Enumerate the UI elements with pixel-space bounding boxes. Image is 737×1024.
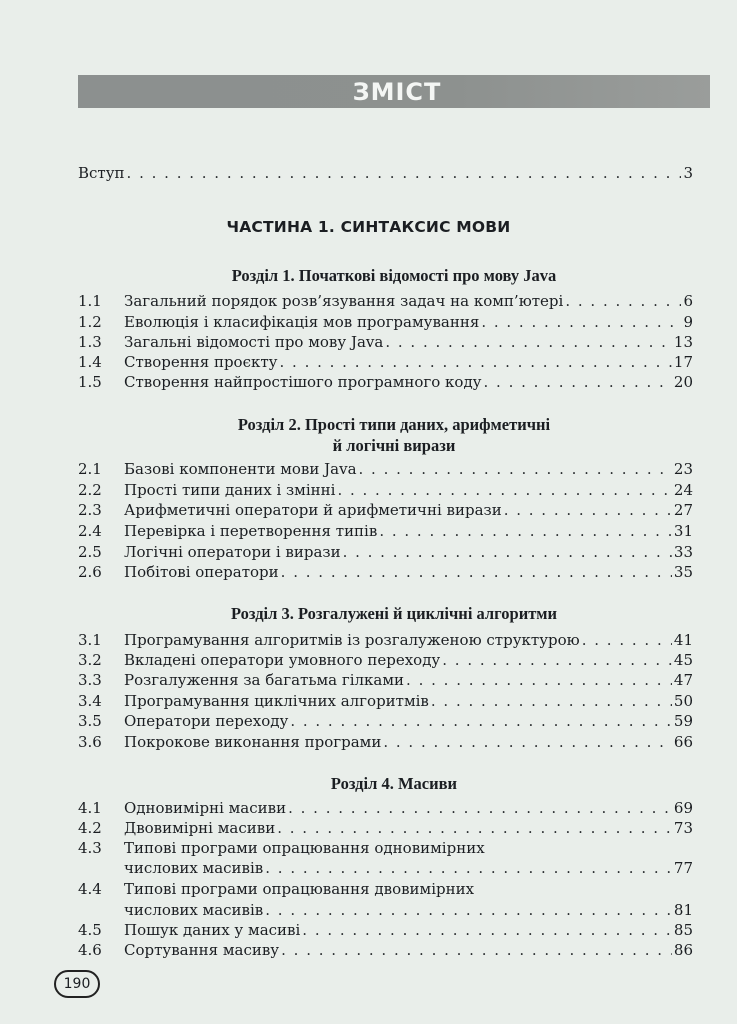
toc-entry [78,460,693,478]
entry-number: 1.3 [78,333,102,351]
leader-dots [379,522,672,540]
entry-page: 50 [673,692,693,710]
toc-entry [78,799,693,817]
leader-dots [431,692,672,710]
toc-entry [78,712,693,730]
entry-title: Покрокове виконання програми [124,733,382,751]
entry-title: Вступ [78,164,125,182]
entry-number: 3.6 [78,733,102,751]
section-heading: Розділ 1. Початкові відомості про мову Java [231,266,557,285]
toc-entry [78,839,693,857]
toc-entry [78,941,693,959]
entry-number: 3.3 [78,671,102,689]
leader-dots [383,733,672,751]
entry-title: Розгалуження за багатьма гілками [124,671,405,689]
leader-dots [265,859,672,877]
entry-number: 1.2 [78,313,102,331]
entry-page: 9 [683,313,693,331]
entry-page: 66 [673,733,693,751]
leader-dots [484,373,672,391]
entry-page: 45 [673,651,693,669]
toc-entry [78,733,693,751]
entry-title: Логічні оператори і вирази [124,543,341,561]
entry-page: 23 [673,460,693,478]
entry-number: 2.6 [78,563,102,581]
entry-number: 4.4 [78,880,102,898]
toc-entry [78,543,693,561]
entry-title: Створення проєкту [124,353,278,371]
entry-number: 1.1 [78,292,102,310]
entry-number: 3.1 [78,631,102,649]
leader-dots [265,901,672,919]
toc-entry [78,819,693,837]
entry-page: 77 [673,859,693,877]
entry-title: Побітові оператори [124,563,279,581]
entry-number: 2.1 [78,460,102,478]
toc-entry [78,692,693,710]
toc-entry [78,501,693,519]
entry-page: 47 [673,671,693,689]
entry-number: 2.4 [78,522,102,540]
leader-dots [504,501,672,519]
entry-number: 2.5 [78,543,102,561]
toc-entry-continuation [124,859,693,877]
section-heading: Розділ 3. Розгалужені й циклічні алгоритми [230,604,558,623]
leader-dots [343,543,672,561]
entry-page: 85 [673,921,693,939]
leader-dots [280,353,672,371]
entry-page: 27 [673,501,693,519]
entry-page: 35 [673,563,693,581]
toc-entry-continuation [124,901,693,919]
toc-entry [78,481,693,499]
toc-entry [78,522,693,540]
entry-title: Типові програми опрацювання одновимірних [124,839,485,857]
entry-page: 20 [673,373,693,391]
section-heading: Розділ 4. Масиви [330,774,458,793]
leader-dots [481,313,681,331]
leader-dots [302,921,672,939]
entry-page: 33 [673,543,693,561]
entry-page: 41 [673,631,693,649]
toc-entry-intro [78,164,693,182]
toc-entry [78,313,693,331]
entry-number: 3.4 [78,692,102,710]
section-heading-line: й логічні вирази [332,436,456,455]
entry-page: 59 [673,712,693,730]
entry-title: Еволюція і класифікація мов програмування [124,313,480,331]
entry-title: Одновимірні масиви [124,799,287,817]
toc-entry [78,921,693,939]
toc-entry [78,651,693,669]
entry-title: Типові програми опрацювання двовимірних [124,880,475,898]
entry-page: 73 [673,819,693,837]
entry-title: Загальний порядок розв’язування задач на комп’ютері [124,292,564,310]
entry-title: Програмування алгоритмів із розгалуженою структурою [124,631,580,649]
entry-title: Базові компоненти мови Java [124,460,357,478]
entry-number: 4.5 [78,921,102,939]
entry-page: 17 [673,353,693,371]
toc-entry [78,563,693,581]
page-number-badge: 190 [54,970,100,998]
entry-title: Загальні відомості про мову Java [124,333,384,351]
section-heading-line: Розділ 2. Прості типи даних, арифметичні [237,415,551,434]
entry-page: 6 [683,292,693,310]
entry-title: Арифметичні оператори й арифметичні вирази [124,501,502,519]
entry-title: Вкладені оператори умовного переходу [124,651,441,669]
entry-title: Оператори переходу [124,712,289,730]
entry-number: 1.4 [78,353,102,371]
leader-dots [385,333,672,351]
leader-dots [281,563,672,581]
entry-title: Прості типи даних і змінні [124,481,336,499]
toc-entry [78,292,693,310]
entry-number: 3.5 [78,712,102,730]
leader-dots [290,712,672,730]
entry-title: Пошук даних у масиві [124,921,301,939]
entry-title: Перевірка і перетворення типів [124,522,378,540]
entry-title-continuation: числових масивів [124,859,264,877]
toc-entry [78,353,693,371]
entry-number: 2.2 [78,481,102,499]
section-heading [78,414,710,456]
entry-page: 13 [673,333,693,351]
entry-page: 69 [673,799,693,817]
leader-dots [565,292,681,310]
toc-header-bar [78,75,710,108]
entry-number: 4.6 [78,941,102,959]
leader-dots [406,671,672,689]
entry-number: 4.1 [78,799,102,817]
entry-page: 86 [673,941,693,959]
entry-number: 4.3 [78,839,102,857]
leader-dots [442,651,672,669]
part-heading: ЧАСТИНА 1. СИНТАКСИС МОВИ [226,218,511,236]
entry-number: 3.2 [78,651,102,669]
leader-dots [359,460,672,478]
entry-title: Сортування масиву [124,941,280,959]
toc-entry [78,880,693,898]
leader-dots [582,631,672,649]
leader-dots [277,819,672,837]
entry-title: Програмування циклічних алгоритмів [124,692,429,710]
entry-page: 3 [683,164,693,182]
toc-entry [78,671,693,689]
entry-page: 81 [673,901,693,919]
leader-dots [288,799,672,817]
entry-title: Створення найпростішого програмного коду [124,373,482,391]
leader-dots [281,941,672,959]
leader-dots [337,481,671,499]
entry-number: 4.2 [78,819,102,837]
entry-page: 24 [673,481,693,499]
leader-dots [127,164,682,182]
toc-entry [78,631,693,649]
entry-number: 1.5 [78,373,102,391]
entry-title: Двовимірні масиви [124,819,276,837]
toc-entry [78,373,693,391]
toc-title: ЗМІСТ [352,77,442,106]
entry-number: 2.3 [78,501,102,519]
entry-page: 31 [673,522,693,540]
toc-entry [78,333,693,351]
entry-title-continuation: числових масивів [124,901,264,919]
